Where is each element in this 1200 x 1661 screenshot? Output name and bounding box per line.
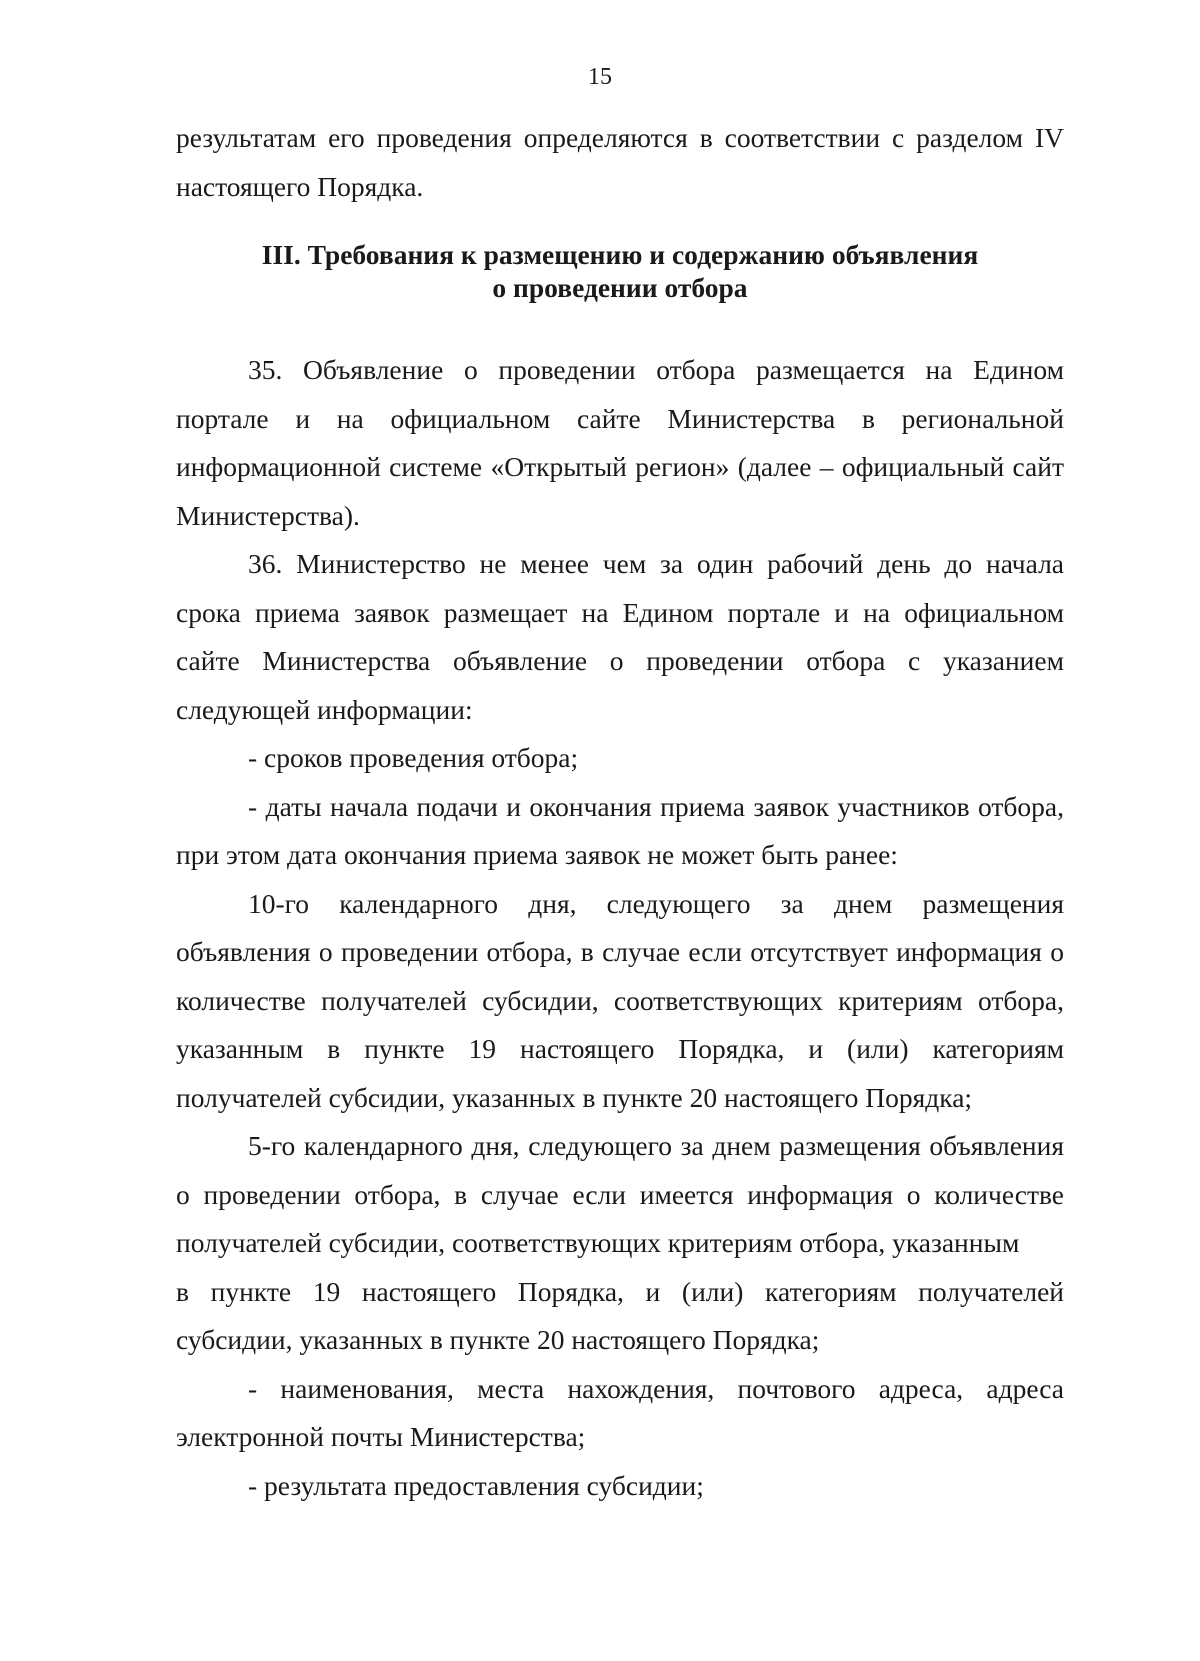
list-item-ministry-contacts: - наименования, места нахождения, почтового адреса, адреса электронной почты Министерства; xyxy=(176,1372,1064,1452)
section-heading-line-1: III. Требования к размещению и содержанию объявления xyxy=(261,239,979,270)
paragraph-36: 36. Министерство не менее чем за один рабочий день до начала срока приема заявок размещает на Едином портале и на официальном сайте Министерства объявление о проведении отбора с указанием следующей информации: xyxy=(176,548,1064,725)
list-item-dates: - даты начала подачи и окончания приема заявок участников отбора, при этом дата окончания приема заявок не может быть ранее: xyxy=(176,790,1064,870)
section-heading-line-2: о проведении отбора xyxy=(492,272,748,303)
paragraph-5th-day: 5-го календарного дня, следующего за днем размещения объявления о проведении отбора, в случае если имеется информация о количестве получателей субсидии, соответствующих критериям отбора, указанным xyxy=(176,1130,1064,1258)
page-number: 15 xyxy=(588,64,612,90)
document-body xyxy=(176,114,1064,1510)
paragraph-10th-day: 10-го календарного дня, следующего за днем размещения объявления о проведении отбора, в случае если отсутствует информация о количестве получателей субсидии, соответствующих критериям отбора, указанным в пункте 19 настоящего Порядка, и (или) категориям получателей субсидии, указанных в пункте 20 настоящего Порядка; xyxy=(176,887,1064,1113)
paragraph-5th-day-continuation: в пункте 19 настоящего Порядка, и (или) категориям получателей субсидии, указанных в пункте 20 настоящего Порядка; xyxy=(176,1275,1064,1355)
paragraph-continuation: результатам его проведения определяются в соответствии с разделом IV настоящего Порядка. xyxy=(176,122,1064,202)
list-item-deadlines: - сроков проведения отбора; xyxy=(248,742,579,773)
paragraph-35: 35. Объявление о проведении отбора размещается на Едином портале и на официальном сайте Министерства в региональной информационной системе «Открытый регион» (далее – официальный сайт Министерства). xyxy=(176,354,1064,531)
section-heading xyxy=(176,238,1064,304)
list-item-subsidy-result: - результата предоставления субсидии; xyxy=(248,1469,704,1501)
